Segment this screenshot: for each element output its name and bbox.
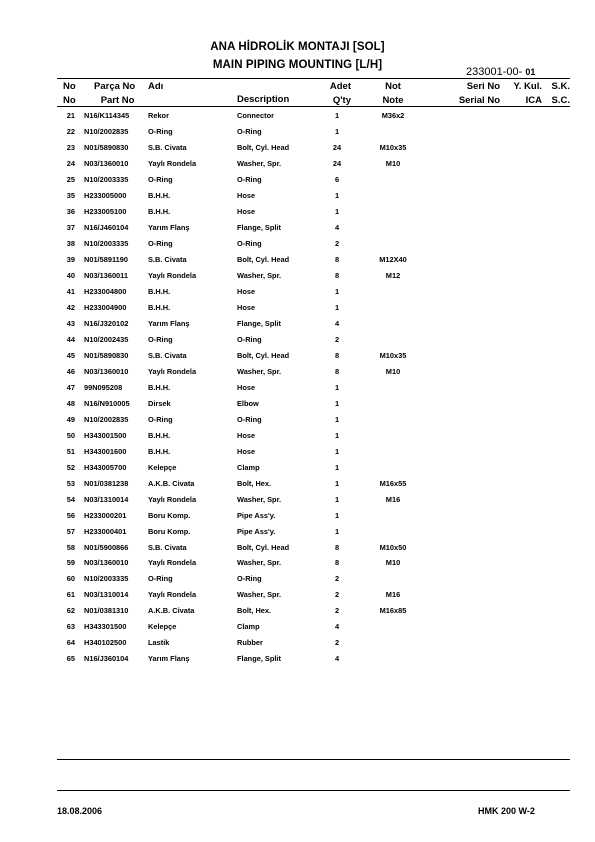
row-description: Bolt, Cyl. Head <box>237 542 290 552</box>
row-description: Washer, Spr. <box>237 494 282 504</box>
row-description: Hose <box>237 206 256 216</box>
row-name-tr: Rekor <box>148 111 169 120</box>
row-description: Clamp <box>237 622 260 632</box>
row-quantity: 1 <box>334 286 340 296</box>
row-no: 36 <box>66 206 75 216</box>
row-part-no: N01/5890830 <box>84 143 129 152</box>
row-description: Clamp <box>237 462 260 472</box>
row-description: Flange, Split <box>237 222 281 232</box>
row-name-tr: B.H.H. <box>148 382 171 392</box>
row-part-no: H343301500 <box>84 622 127 632</box>
row-description: Washer, Spr. <box>237 270 282 280</box>
row-quantity: 1 <box>334 398 340 408</box>
row-name-tr: Yaylı Rondela <box>148 494 197 504</box>
row-description: O-Ring <box>237 238 262 248</box>
row-quantity: 1 <box>334 526 340 536</box>
row-description: Washer, Spr. <box>237 558 282 568</box>
page-title-en: MAIN PIPING MOUNTING [L/H] <box>212 59 383 71</box>
row-description: Flange, Split <box>237 318 281 328</box>
row-part-no: H233000401 <box>84 526 127 536</box>
row-description: Hose <box>237 446 256 456</box>
row-description: Bolt, Cyl. Head <box>237 350 290 360</box>
row-quantity: 8 <box>334 542 340 552</box>
row-quantity: 2 <box>334 606 340 616</box>
row-name-tr: A.K.B. Civata <box>148 606 195 616</box>
footer-rule-lower <box>57 790 570 791</box>
footer-rule-upper <box>57 759 570 760</box>
document-code <box>466 66 535 78</box>
row-quantity: 2 <box>334 638 340 648</box>
row-quantity: 4 <box>334 622 340 632</box>
row-name-tr: Yarım Flanş <box>148 654 190 664</box>
row-name-tr: O-Ring <box>148 414 173 424</box>
row-quantity: 24 <box>332 143 342 152</box>
row-quantity: 1 <box>334 510 340 520</box>
row-no: 37 <box>66 222 75 232</box>
row-no: 44 <box>66 334 75 344</box>
row-no: 64 <box>66 638 75 648</box>
row-part-no: H233005000 <box>84 190 127 200</box>
row-description: Flange, Split <box>237 654 281 664</box>
row-name-tr: O-Ring <box>148 574 173 584</box>
row-no: 52 <box>66 462 75 472</box>
col-head-part: Parça No Part No <box>94 81 136 106</box>
row-name-tr: S.B. Civata <box>148 143 187 152</box>
row-no: 42 <box>66 302 75 312</box>
row-part-no: H343001500 <box>84 430 127 440</box>
row-name-tr: Lastik <box>148 638 170 648</box>
row-quantity: 24 <box>332 158 342 168</box>
row-no: 56 <box>66 510 75 520</box>
row-name-tr: S.B. Civata <box>148 254 187 264</box>
row-note: M16 <box>385 590 401 600</box>
row-quantity: 1 <box>334 494 340 504</box>
row-note: M16 <box>385 494 401 504</box>
row-quantity: 2 <box>334 574 340 584</box>
row-no: 53 <box>66 478 75 488</box>
row-description: O-Ring <box>237 174 262 184</box>
row-note: M10 <box>385 158 401 168</box>
row-quantity: 1 <box>334 414 340 424</box>
row-part-no: N03/1360010 <box>84 366 129 376</box>
footer-model: HMK 200 W-2 <box>478 806 535 816</box>
row-name-tr: Boru Komp. <box>148 510 191 520</box>
row-description: O-Ring <box>237 574 262 584</box>
row-description: Bolt, Hex. <box>237 606 272 616</box>
row-name-tr: Yaylı Rondela <box>148 590 197 600</box>
row-description: Elbow <box>237 398 259 408</box>
row-no: 49 <box>66 414 75 424</box>
row-no: 41 <box>66 286 75 296</box>
row-part-no: N16/N910005 <box>84 398 130 408</box>
row-quantity: 4 <box>334 654 340 664</box>
row-no: 51 <box>66 446 75 456</box>
row-name-tr: Boru Komp. <box>148 526 191 536</box>
col-head-ica: Y. Kul. ICA <box>513 81 542 106</box>
row-name-tr: O-Ring <box>148 127 173 136</box>
col-head-sc: S.K. S.C. <box>551 81 570 106</box>
row-note: M12X40 <box>379 254 407 264</box>
row-name-tr: S.B. Civata <box>148 542 187 552</box>
row-name-tr: O-Ring <box>148 174 173 184</box>
row-no: 22 <box>66 127 75 136</box>
row-part-no: N03/1310014 <box>84 590 129 600</box>
row-quantity: 2 <box>334 238 340 248</box>
row-quantity: 1 <box>334 302 340 312</box>
row-quantity: 1 <box>334 462 340 472</box>
row-note: M12 <box>385 270 401 280</box>
row-part-no: H233000201 <box>84 510 127 520</box>
row-part-no: H340102500 <box>84 638 127 648</box>
row-part-no: N10/2003335 <box>84 574 129 584</box>
row-name-tr: B.H.H. <box>148 190 171 200</box>
row-part-no: N16/J460104 <box>84 222 129 232</box>
col-head-serial: Seri No Serial No <box>458 81 500 106</box>
row-no: 35 <box>66 190 75 200</box>
row-part-no: N10/2003335 <box>84 174 129 184</box>
row-quantity: 2 <box>334 334 340 344</box>
row-note: M16x55 <box>379 478 407 488</box>
col-head-description: Description <box>237 94 290 105</box>
footer-date: 18.08.2006 <box>57 806 103 816</box>
row-note: M16x85 <box>379 606 407 616</box>
document-code-number: 233001-00- <box>466 66 523 78</box>
row-part-no: N10/2002835 <box>84 127 129 136</box>
row-name-tr: Kelepçe <box>148 462 177 472</box>
row-name-tr: Yaylı Rondela <box>148 158 197 168</box>
col-head-no: No No <box>63 81 76 106</box>
row-description: Washer, Spr. <box>237 590 282 600</box>
row-quantity: 4 <box>334 222 340 232</box>
row-no: 46 <box>66 366 75 376</box>
row-no: 38 <box>66 238 75 248</box>
row-name-tr: B.H.H. <box>148 302 171 312</box>
row-no: 39 <box>66 254 75 264</box>
row-no: 54 <box>66 494 75 504</box>
row-name-tr: A.K.B. Civata <box>148 478 195 488</box>
row-quantity: 4 <box>334 318 340 328</box>
row-name-tr: Dirsek <box>148 398 171 408</box>
row-part-no: N01/0381310 <box>84 606 129 616</box>
row-no: 50 <box>66 430 75 440</box>
row-name-tr: B.H.H. <box>148 286 171 296</box>
row-quantity: 6 <box>334 174 340 184</box>
row-part-no: N01/0381238 <box>84 478 129 488</box>
row-no: 62 <box>66 606 75 616</box>
col-head-adi: Adı <box>148 81 164 92</box>
row-description: Hose <box>237 302 256 312</box>
row-quantity: 1 <box>334 446 340 456</box>
row-quantity: 1 <box>334 111 340 120</box>
row-name-tr: O-Ring <box>148 334 173 344</box>
row-name-tr: B.H.H. <box>148 446 171 456</box>
row-part-no: N03/1360010 <box>84 558 129 568</box>
row-no: 43 <box>66 318 75 328</box>
row-description: Bolt, Hex. <box>237 478 272 488</box>
row-part-no: N01/5900866 <box>84 542 129 552</box>
row-part-no: N10/2003335 <box>84 238 129 248</box>
row-no: 21 <box>66 111 75 120</box>
row-description: Bolt, Cyl. Head <box>237 254 290 264</box>
row-quantity: 8 <box>334 270 340 280</box>
row-no: 57 <box>66 526 75 536</box>
row-no: 61 <box>66 590 75 600</box>
row-note: M10x50 <box>379 542 407 552</box>
row-name-tr: Yaylı Rondela <box>148 270 197 280</box>
row-quantity: 1 <box>334 478 340 488</box>
row-name-tr: Yaylı Rondela <box>148 558 197 568</box>
row-no: 23 <box>66 143 75 152</box>
row-description: Hose <box>237 382 256 392</box>
row-no: 40 <box>66 270 75 280</box>
row-no: 48 <box>66 398 75 408</box>
row-quantity: 8 <box>334 350 340 360</box>
row-description: O-Ring <box>237 414 262 424</box>
row-part-no: N10/2002835 <box>84 414 129 424</box>
row-description: Connector <box>237 111 274 120</box>
row-description: Washer, Spr. <box>237 366 282 376</box>
row-part-no: N03/1310014 <box>84 494 129 504</box>
row-no: 24 <box>66 158 75 168</box>
row-part-no: N10/2002435 <box>84 334 129 344</box>
page-title-tr: ANA HİDROLİK MONTAJI [SOL] <box>210 41 385 53</box>
row-part-no: H233004800 <box>84 286 127 296</box>
row-quantity: 8 <box>334 558 340 568</box>
row-part-no: N01/5890830 <box>84 350 129 360</box>
row-description: Hose <box>237 190 256 200</box>
row-name-tr: O-Ring <box>148 238 173 248</box>
row-quantity: 8 <box>334 366 340 376</box>
row-no: 58 <box>66 542 75 552</box>
row-no: 65 <box>66 654 75 664</box>
row-note: M10x35 <box>379 350 407 360</box>
row-description: Hose <box>237 430 256 440</box>
row-description: Pipe Ass'y. <box>237 510 276 520</box>
row-no: 45 <box>66 350 75 360</box>
header-top-rule <box>57 78 570 79</box>
row-part-no: N16/J360104 <box>84 654 129 664</box>
row-part-no: H343005700 <box>84 462 127 472</box>
row-no: 63 <box>66 622 75 632</box>
row-quantity: 2 <box>334 590 340 600</box>
row-part-no: N16/K114345 <box>84 111 130 120</box>
row-quantity: 1 <box>334 430 340 440</box>
row-no: 25 <box>66 174 75 184</box>
row-description: O-Ring <box>237 127 262 136</box>
row-part-no: 99N095208 <box>84 382 123 392</box>
row-description: Bolt, Cyl. Head <box>237 143 290 152</box>
col-head-qty: Adet Q'ty <box>329 81 351 106</box>
row-note: M10 <box>385 558 401 568</box>
row-part-no: H343001600 <box>84 446 127 456</box>
row-quantity: 1 <box>334 190 340 200</box>
row-no: 47 <box>66 382 75 392</box>
row-part-no: N03/1360010 <box>84 158 129 168</box>
row-name-tr: Yarım Flanş <box>148 222 190 232</box>
row-quantity: 1 <box>334 382 340 392</box>
row-quantity: 1 <box>334 127 340 136</box>
row-name-tr: B.H.H. <box>148 430 171 440</box>
row-no: 59 <box>66 558 75 568</box>
row-note: M10 <box>385 366 401 376</box>
row-name-tr: Yarım Flanş <box>148 318 190 328</box>
row-no: 60 <box>66 574 75 584</box>
row-part-no: N16/J320102 <box>84 318 129 328</box>
row-quantity: 1 <box>334 206 340 216</box>
row-part-no: H233005100 <box>84 206 127 216</box>
row-description: Washer, Spr. <box>237 158 282 168</box>
row-part-no: N03/1360011 <box>84 270 128 280</box>
row-part-no: N01/5891190 <box>84 254 128 264</box>
row-part-no: H233004900 <box>84 302 127 312</box>
header-bottom-rule <box>57 106 570 107</box>
row-description: O-Ring <box>237 334 262 344</box>
row-name-tr: B.H.H. <box>148 206 171 216</box>
row-description: Hose <box>237 286 256 296</box>
row-name-tr: Kelepçe <box>148 622 177 632</box>
col-head-note: Not Note <box>382 81 404 106</box>
row-name-tr: Yaylı Rondela <box>148 366 197 376</box>
row-description: Pipe Ass'y. <box>237 526 276 536</box>
row-note: M36x2 <box>381 111 405 120</box>
row-quantity: 8 <box>334 254 340 264</box>
document-revision: 01 <box>525 67 536 77</box>
row-description: Rubber <box>237 638 263 648</box>
row-note: M10x35 <box>379 143 407 152</box>
row-name-tr: S.B. Civata <box>148 350 187 360</box>
